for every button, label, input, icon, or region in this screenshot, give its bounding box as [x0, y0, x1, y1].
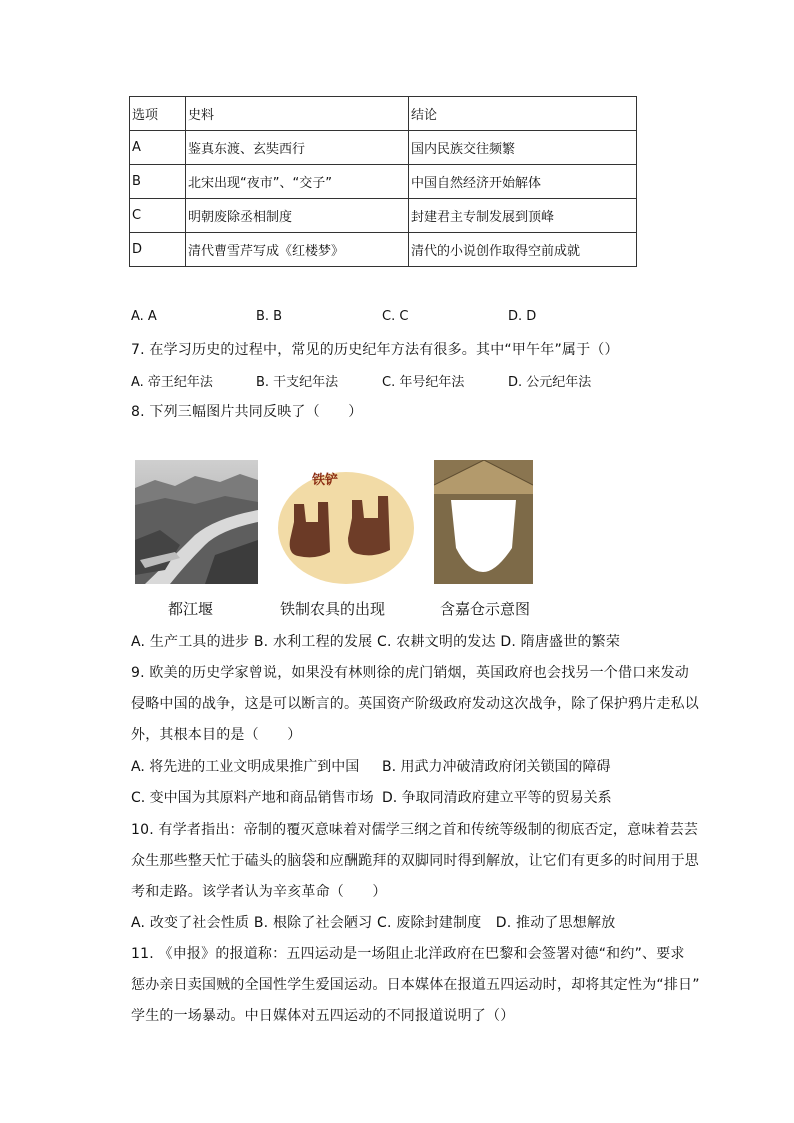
table-cell: 国内民族交往频繁 — [409, 131, 637, 165]
table-cell: 中国自然经济开始解体 — [409, 165, 637, 199]
q6-option-a: A. A — [131, 309, 157, 324]
q7-option-d: D. 公元纪年法 — [508, 375, 592, 390]
iron-shovel-label: 铁铲 — [312, 473, 339, 488]
q11-stem-line-2: 惩办亲日卖国贼的全国性学生爱国运动。日本媒体在报道五四运动时，却将其定性为“排日” — [131, 977, 700, 993]
table-cell: 封建君主专制发展到顶峰 — [409, 199, 637, 233]
iron-tools-image — [276, 460, 416, 584]
q6-option-d: D. D — [508, 309, 537, 324]
caption-iron-tools: 铁制农具的出现 — [280, 600, 386, 618]
table-header-cell: 结论 — [409, 97, 637, 131]
q10-stem-line-3: 考和走路。该学者认为辛亥革命（ ） — [131, 884, 387, 900]
q10-stem-line-2: 众生那些整天忙于磕头的脑袋和应酬跪拜的双脚同时得到解放，让它们有更多的时间用于思 — [131, 853, 699, 869]
q9-option-d: D. 争取同清政府建立平等的贸易关系 — [382, 790, 612, 806]
q6-option-c: C. C — [382, 309, 409, 324]
q11-stem-line-3: 学生的一场暴动。中日媒体对五四运动的不同报道说明了（） — [131, 1008, 515, 1024]
table-cell: 清代曹雪芹写成《红楼梦》 — [186, 233, 409, 267]
q6-option-b: B. B — [256, 309, 283, 324]
q7-stem: 7. 在学习历史的过程中，常见的历史纪年方法有很多。其中“甲午年”属于（） — [131, 342, 619, 358]
table-cell: D — [130, 233, 186, 267]
q11-stem-line-1: 11. 《申报》的报道称：五四运动是一场阻止北洋政府在巴黎和会签署对德“和约”、要求 — [131, 946, 685, 962]
q8-options: A. 生产工具的进步 B. 水利工程的发展 C. 农耕文明的发达 D. 隋唐盛世的繁荣 — [131, 634, 621, 650]
q10-stem-line-1: 10. 有学者指出：帝制的覆灭意味着对儒学三纲之首和传统等级制的彻底否定，意味着芸芸 — [131, 822, 699, 838]
q9-stem-line-3: 外，其根本目的是（ ） — [131, 727, 302, 743]
q9-option-a: A. 将先进的工业文明成果推广到中国 — [131, 759, 360, 775]
q7-option-c: C. 年号纪年法 — [382, 375, 465, 390]
table-row — [130, 199, 637, 233]
q10-options: A. 改变了社会性质 B. 根除了社会陋习 C. 废除封建制度 D. 推动了思想解放 — [131, 915, 616, 931]
q7-option-a: A. 帝王纪年法 — [131, 375, 213, 390]
q9-option-b: B. 用武力冲破清政府闭关锁国的障碍 — [382, 759, 611, 775]
table-cell: 明朝废除丞相制度 — [186, 199, 409, 233]
q9-stem-line-1: 9. 欧美的历史学家曾说，如果没有林则徐的虎门销烟，英国政府也会找另一个借口来发动 — [131, 665, 690, 681]
table-row — [130, 131, 637, 165]
table-cell: A — [130, 131, 186, 165]
table-cell: B — [130, 165, 186, 199]
granary-diagram — [434, 460, 533, 584]
table-header-cell: 史料 — [186, 97, 409, 131]
q9-stem-line-2: 侵略中国的战争，这是可以断言的。英国资产阶级政府发动这次战争，除了保护鸦片走私以 — [131, 696, 699, 712]
table-row — [130, 233, 637, 267]
q7-option-b: B. 干支纪年法 — [256, 375, 339, 390]
source-table — [129, 96, 637, 267]
table-cell: 清代的小说创作取得空前成就 — [409, 233, 637, 267]
table-header-row — [130, 97, 637, 131]
caption-dujiangyan: 都江堰 — [168, 600, 214, 618]
table-header-cell: 选项 — [130, 97, 186, 131]
q8-stem: 8. 下列三幅图片共同反映了（ ） — [131, 404, 363, 420]
dujiangyan-photo — [135, 460, 258, 584]
table-cell: 北宋出现“夜市”、“交子” — [186, 165, 409, 199]
q9-option-c: C. 变中国为其原料产地和商品销售市场 — [131, 790, 374, 806]
table-row — [130, 165, 637, 199]
caption-granary: 含嘉仓示意图 — [440, 600, 531, 618]
table-cell: C — [130, 199, 186, 233]
table-cell: 鉴真东渡、玄奘西行 — [186, 131, 409, 165]
